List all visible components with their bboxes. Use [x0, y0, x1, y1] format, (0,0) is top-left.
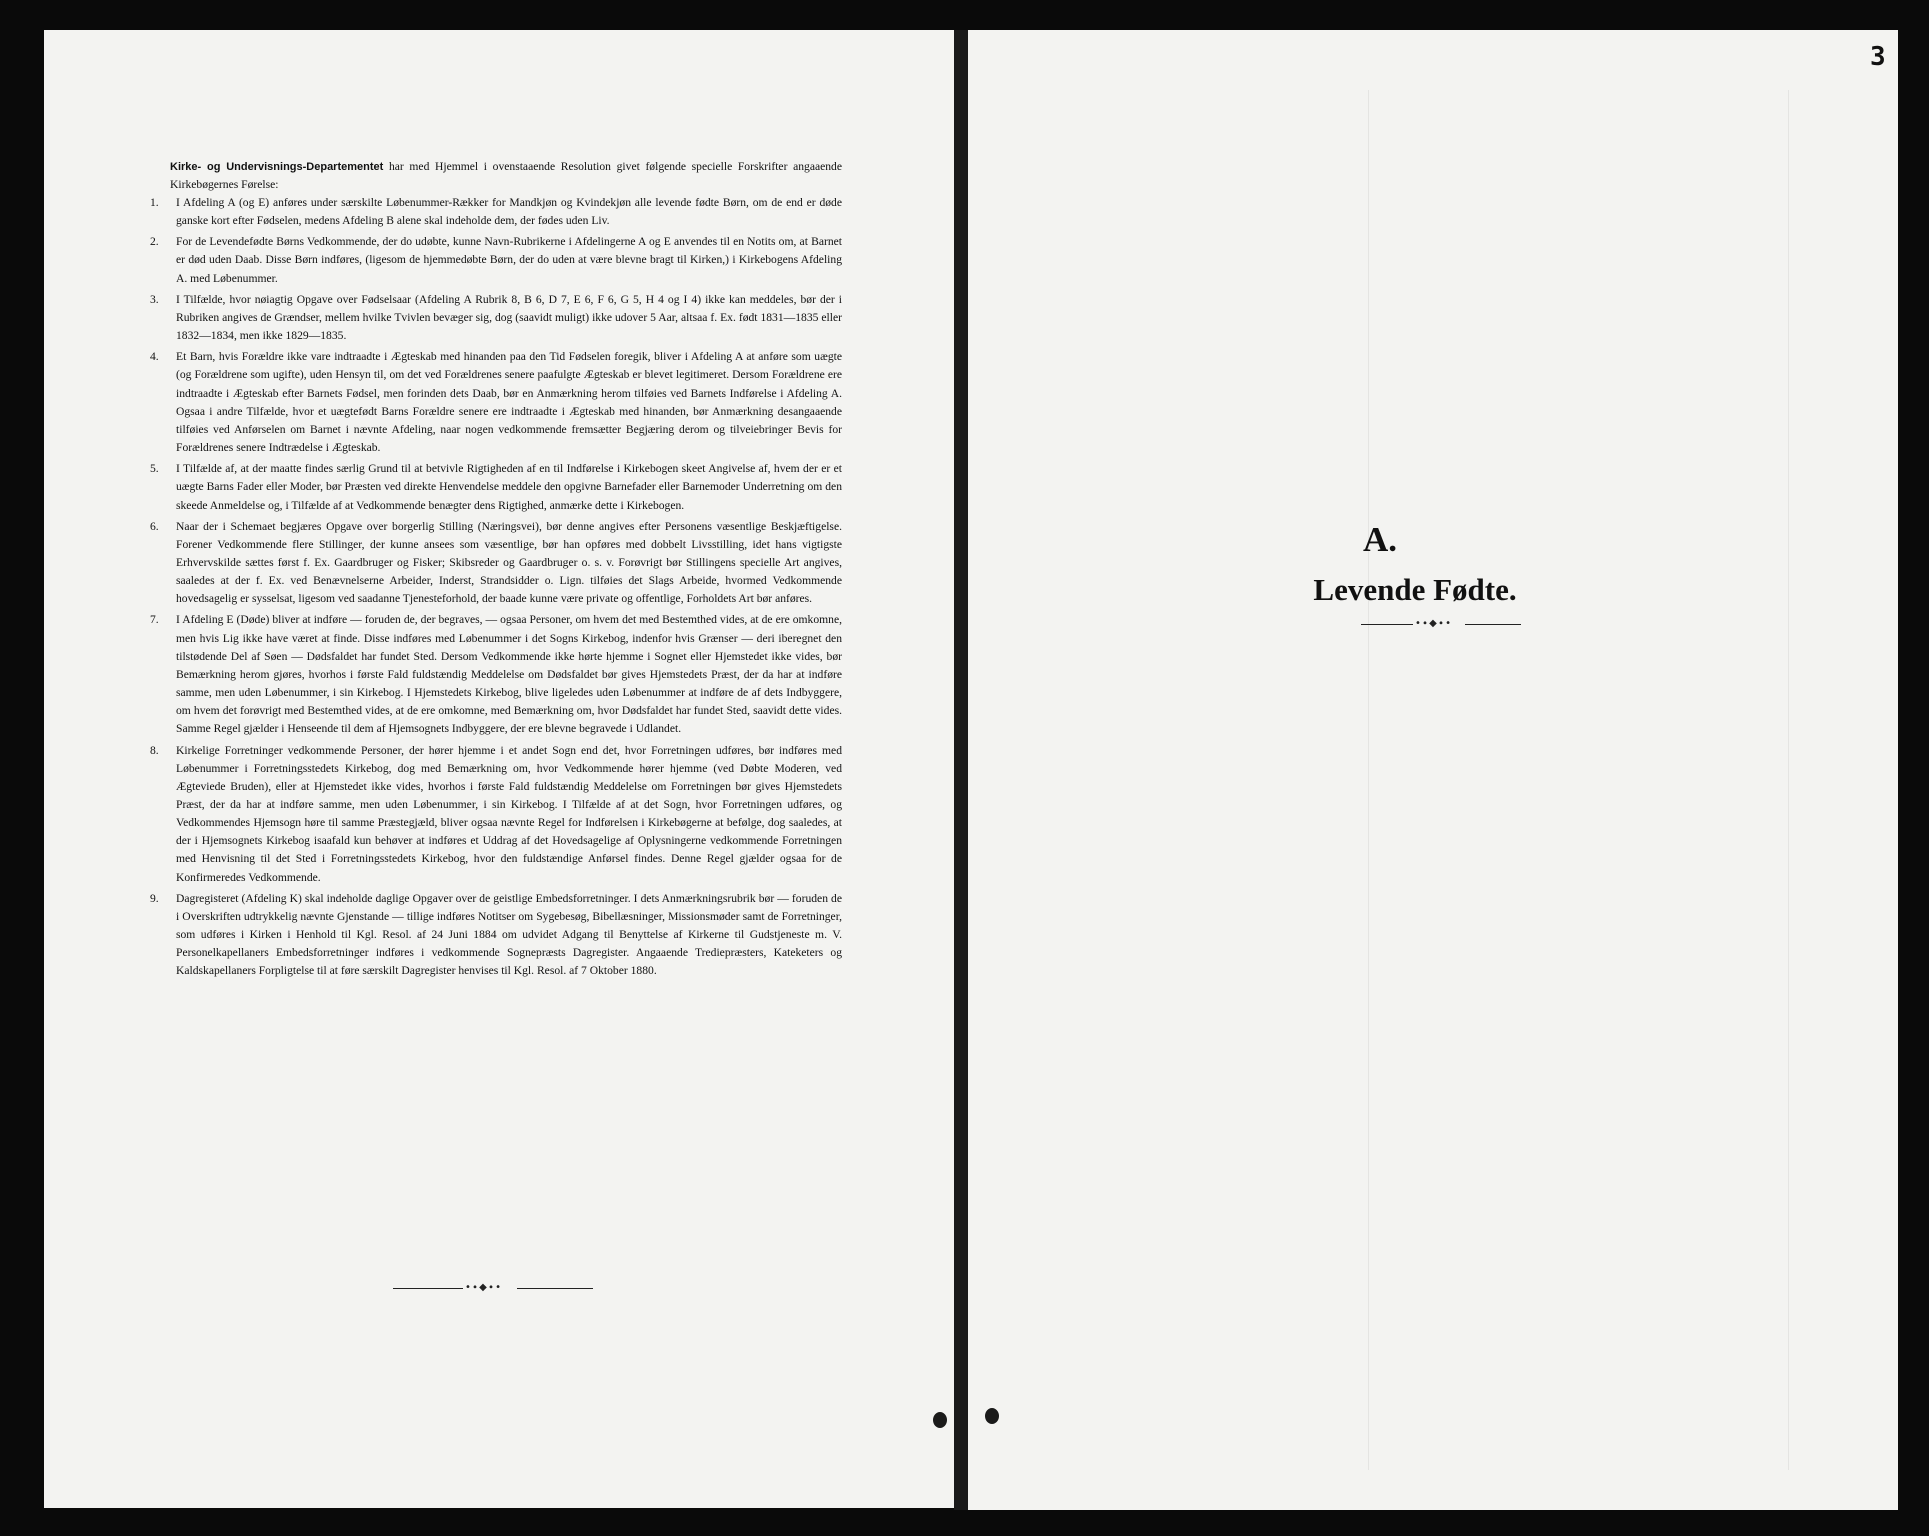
- rule-item: [150, 348, 842, 457]
- rule-number: 9.: [150, 891, 159, 905]
- binding-hole: [985, 1408, 999, 1424]
- rule-number: 7.: [150, 613, 159, 627]
- rule-item: [150, 742, 842, 887]
- rule-text: Kirkelige Forretninger vedkommende Personer, der hører hjemme i et andet Sogn end det, hvor Forretningen udføres, bør indføres med Løbenummer i Forretningsstedets Kirkebog, dog med Bemærkning om, hvor Vedkommende hører hjemme (ved Døbte Moderen, ved Ægteviede Bruden), eller at Hjemstedet ikke vides, hvorhos i første Fald fuldstændig Meddelelse om Forretningen bør gives Hjemstedets Præst, der da har at indføre samme, men uden Løbenummer, i sin Kirkebog. I Tilfælde af at det Sogn, hvor Forretningen udføres, og Vedkommendes Hjemsogn høre til samme Præstegjæld, bliver ogsaa nævnte Regel for Indførelsen i Kirkebøgerne at befølge, dog saaledes, at der i Hjemsognets Kirkebog isaafald kun behøver at indføres et Uddrag af det Hovedsagelige af Oplysningerne vedkommende Forretningen med Henvisning til det Sted i Forretningsstedets Kirkebog, hvor den fuldstændige Anførsel findes. Denne Regel gjælder ogsaa for de Konfirmeredes Vedkommende.: [176, 743, 842, 884]
- section-letter: A.: [1362, 520, 1398, 559]
- page-number: 3: [1870, 42, 1886, 72]
- department-name: Kirke- og Undervisnings-Departementet: [170, 161, 384, 173]
- page-spine: [954, 30, 968, 1510]
- rule-text: I Tilfælde af, at der maatte findes særlig Grund til at betvivle Rigtigheden af en til Indførelse i Kirkebogen skeet Angivelse af, hvem der er et uægte Barns Fader eller Moder, bør Præsten ved direkte Henvendelse meddele den opgivne Barnefader eller Barnemoder Underretning om den skeede Anmeldelse og, i Tilfælde af at Vedkommende benægter dens Rigtighed, anmærke dette i Kirkebogen.: [176, 462, 842, 512]
- rule-text: I Afdeling E (Døde) bliver at indføre — foruden de, der begraves, — ogsaa Personer, om hvem det med Bestemthed vides, at de ere omkomne, men hvis Lig ikke have været at finde. Disse indføres med Løbenummer i det Sogns Kirkebog, indenfor hvis Grænser — deri iberegnet den tilstødende Del af Søen — Dødsfaldet har fundet Sted. Dersom Vedkommende ikke hørte hjemme i Sognet eller Hjemstedet ikke vides, bør Bemærkning herom gjøres, hvorhos i første Fald fuldstændig Meddelelse om Dødsfaldet bør gives Hjemstedets Præst, der da har at indføre samme, men uden Løbenummer, i sin Kirkebog. I Hjemstedets Kirkebog, blive ligeledes uden Løbenummer at indføre de af dets Indbyggere, om hvem det forøvrigt med Bestemthed vides, at de ere omkomne, med Bemærkning om, hvor Dødsfaldet har fundet Sted, saavidt dette vides. Samme Regel gjælder i Henseende til dem af Hjemsognets Indbyggere, der ere blevne begravede i Udlandet.: [176, 613, 842, 736]
- section-title: Levende Fødte.: [1313, 572, 1517, 607]
- rule-text: I Tilfælde, hvor nøiagtig Opgave over Fødselsaar (Afdeling A Rubrik 8, B 6, D 7, E 6, F 6, G 5, H 4 og I 4) ikke kan meddeles, bør der i Rubriken angives de Grændser, mellem hvilke Tvivlen bevæger sig, dog (saavidt muligt) ikke udover 5 Aar, altsaa f. Ex. født 1831—1835 eller 1832—1834, men ikke 1829—1835.: [176, 292, 842, 343]
- ornamental-divider: •∙◆∙•: [1361, 618, 1521, 632]
- rule-item: [150, 194, 842, 230]
- rule-item: [150, 460, 842, 514]
- rule-text: Dagregisteret (Afdeling K) skal indeholde daglige Opgaver over de geistlige Embedsforretninger. I dets Anmærkningsrubrik bør — foruden de i Overskriften udtrykkelig nævnte Gjenstande — tillige indføres Notitser om Sygebesøg, Bibellæsninger, Missionsmøder samt de Forretninger, som udføres i Kirken i Henhold til Kgl. Resol. af 24 Juni 1884 om udvidet Adgang til Benyttelse af Kirkerne til Gudstjeneste m. V. Personelkapellaners Embedsforretninger indføres i vedkommende Sognepræsts Dagregister. Angaaende Trediepræsters, Kateketers og Kaldskapellaners Forpligtelse til at føre særskilt Dagregister henvises til Kgl. Resol. af 7 Oktober 1880.: [176, 891, 842, 978]
- rule-text: I Afdeling A (og E) anføres under særskilte Løbenummer-Rækker for Mandkjøn og Kvindekjøn alle levende fødte Børn, om de end er døde ganske kort efter Fødselen, medens Afdeling B alene skal indeholde dem, der fødes uden Liv.: [176, 196, 842, 228]
- ornamental-divider: •∙◆∙•: [393, 1282, 593, 1296]
- rule-number: 2.: [150, 235, 159, 249]
- rule-text: For de Levendefødte Børns Vedkommende, der do udøbte, kunne Navn-Rubrikerne i Afdelingerne A og E anvendes til en Notits om, at Barnet er død uden Daab. Disse Børn indføres, (ligesom de hjemmedøbte Børn, der do uden at være blevne bragt til Kirken,) i Kirkebogens Afdeling A. med Løbenummer.: [176, 235, 842, 285]
- rule-number: 6.: [150, 519, 159, 533]
- rule-text: Naar der i Schemaet begjæres Opgave over borgerlig Stilling (Næringsvei), bør denne angives efter Personens væsentlige Beskjæftigelse. Forener Vedkommende flere Stillinger, der kunne ansees som væsentlige, bør han opføres med dobbelt Livsstilling, idet hans vigtigste Erhvervskilde sættes først f. Ex. Gaardbruger og Fisker; Skibsreder og Gaardbruger o. s. v. Forøvrigt bør Stillingens specielle Art angives, saaledes at der f. Ex. ved Benævnelserne Arbeider, Inderst, Strandsidder o. Lign. tilføies det Slags Arbeide, hvormed Vedkommende hovedsagelig er sysselsat, ligesom ved saadanne Tjenesteforhold, der baade kunne være private og offentlige, Forholdets Art bør anføres.: [176, 519, 842, 606]
- intro-paragraph: [170, 158, 842, 194]
- rule-item: [150, 291, 842, 345]
- rules-list: [150, 194, 842, 984]
- rule-text: Et Barn, hvis Forældre ikke vare indtraadte i Ægteskab med hinanden paa den Tid Fødselen foregik, bliver i Afdeling A at anføre som uægte (og Forældrene som ugifte), uden Hensyn til, om det ved Forældrenes senere paafulgte Ægteskab er blevet legitimeret. Dersom Forældrene ere indtraadte i Ægteskab efter Barnets Fødsel, men forinden dets Daab, bør en Anmærkning herom tilføies ved Barnets Indførelse i Afdeling A. Ogsaa i andre Tilfælde, hvor et uægtefødt Barns Forældre senere ere indtraadte i Ægteskab med hinanden, bør Anmærkning desangaaende tilføies ved Anførselen om Barnet i nævnte Afdeling, naar nogen vedkommende fremsætter Begjæring derom og tilveiebringer Bevis for Forældrenes senere Indtrædelse i Ægteskab.: [176, 350, 842, 455]
- ruling-line: [1788, 90, 1789, 1470]
- binding-hole: [933, 1412, 947, 1428]
- rule-number: 4.: [150, 350, 159, 364]
- rule-number: 1.: [150, 196, 159, 209]
- rule-number: 8.: [150, 743, 159, 757]
- right-page: [968, 30, 1898, 1510]
- rule-item: [150, 233, 842, 287]
- rule-number: 3.: [150, 292, 159, 306]
- rule-item: [150, 518, 842, 609]
- rule-number: 5.: [150, 462, 159, 476]
- intro-text: har med Hjemmel i ovenstaaende Resolution givet følgende specielle Forskrifter angaaende Kirkebøgernes Førelse:: [170, 160, 842, 192]
- rule-item: [150, 890, 842, 981]
- rule-item: [150, 611, 842, 738]
- ruling-line: [1368, 90, 1369, 1470]
